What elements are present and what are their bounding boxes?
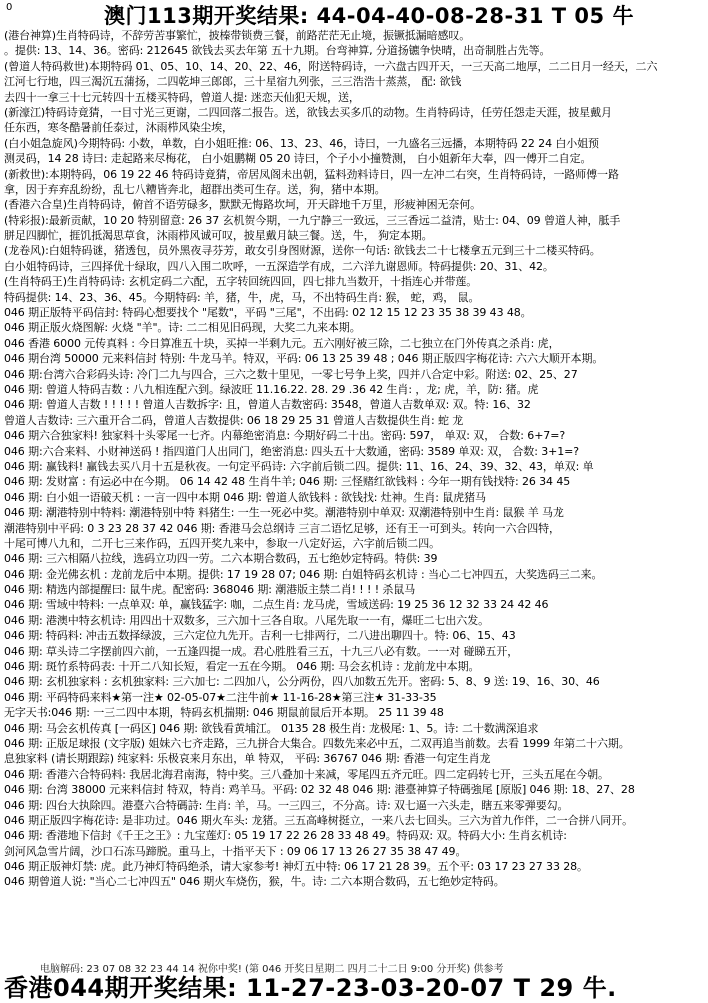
text-line: 046 期: 港澳中特玄机诗: 用四出十双数多，三六加十三各自取。八尾先取一一有，爆旺二七出六发。 xyxy=(4,613,489,627)
text-line: (生肖特码王)生肖特码诗: 玄机定码二六配，五字转回统四回，四七排九当数开，十指连心并带莲。 xyxy=(4,275,478,289)
text-line: 046 期:台湾六合彩码头诗: 冷门二九与四合，三六之数十里见，一零七号争上奖，四并八合定中彩。附送: 02、25、27 xyxy=(4,367,578,381)
text-line: 白小姐特码诗，三四择优十绿取，四八入围二吹呼，一五深造学有成，二六洋九谢恩师。特码提供: 20、31、42。 xyxy=(4,259,554,273)
text-line: 046 香港 6000 元传真料 : 今日算准五十块，买掉一半剩九元。五六刚好被三除，二七独立在门外传真之杀肖: 虎， xyxy=(4,336,560,350)
text-line: 046 期: 金光佛玄机 : 龙前龙后中本期。提供: 17 19 28 07; 046 期: 白姐特码玄机诗 : 当心二七冲四五，大奖选码三二来。 xyxy=(4,567,603,581)
text-line: 测灵码，14 28 诗曰: 走起路来尽梅花， 白小姐鹏糊 05 20 诗曰，个子小小撞赞测， 白小姐新年大奉，四一傅开二自定。 xyxy=(4,152,592,166)
hongkong-result-title: 香港044期开奖结果: 11-27-23-03-20-07 T 29 牛. xyxy=(4,974,617,1002)
text-line: 曾道人吉数诗: 三六重开合二码，曾道人吉数提供: 06 18 29 25 31 曾道人吉数提供生肖: 蛇 龙 xyxy=(4,413,464,427)
text-line: 046 期: 马会玄机传真 [一码区] 046 期: 欲钱看黄埔江。 0135 28 极生肖: 龙极尾: 1、5。诗: 二十数满深追求 xyxy=(4,721,539,735)
text-line: (龙卷风):白姐特码谜，猪透包，员外黑夜寻芬芳，敢女引身图财源，送你一句话: 欲钱去二十七楼拿五元到三十二楼买特码。 xyxy=(4,244,601,258)
text-line: 潮港特别中平码: 0 3 23 28 37 42 046 期: 香港马会总纲诗 三言二语忆足够，还有王一可到头。转向一六合四特， xyxy=(4,521,560,535)
text-line: 046 期正版火烧图解: 火烧 "羊"。诗: 二二相见旧码现，大奖二九来本期。 xyxy=(4,321,361,335)
footer-note: 电脑解码: 23 07 08 32 23 44 14 祝你中奖! (第 046 开奖日星期二 四月二十二日 9:00 分开奖) 供参考 xyxy=(40,964,504,975)
macau-result-title: 澳门113期开奖结果: 44-04-40-08-28-31 T 05 牛 xyxy=(104,4,634,28)
text-line: 特码提供: 14、23、36、45。今期特码: 羊，猪，牛，虎，马，不出特码生肖: 猴， 蛇，鸡， 鼠。 xyxy=(4,290,480,304)
text-line: 046 期: 四台大执除四。港臺六合特碼詩: 生肖: 羊，马。一三四三，不分高。诗: 双七逼一六头走，瞎五来零弾要勾。 xyxy=(4,798,569,812)
text-line: (曾道人特码救世)本期特码 01、05、10、14、20、22、46，附送特码诗，一六盘古四开天，一三天高二地厚，二二日月一经天，二六 xyxy=(4,59,658,73)
text-line: 046 期: 赢钱料! 赢钱去买八月十五是秋夜。一句定平码诗: 六字前后锁二四。提供: 11、16、24、39、32、43，单双: 单 xyxy=(4,459,594,473)
text-line: 046 期: 雪域中特料: 一点单双: 单，赢钱猛字: 咖，二点生肖: 龙马虎，雪域送码: 19 25 36 12 32 33 24 42 46 xyxy=(4,598,549,612)
document-header xyxy=(0,0,708,30)
text-line: 去四十一拿三十七元转四十五楼买特码，曾道人提: 迷恋天仙犯天规，送， xyxy=(4,90,360,104)
text-line: 拿，因于弃弃乱纷纷，乱七八糟皆奔北，超群出类可生存。送，狗，猪中本期。 xyxy=(4,182,386,196)
text-line: 046 期: 特码料: 冲击五数择绿波，三六定位九先开。吉利一七排两行，二八进出聊四十。特: 06、15、43 xyxy=(4,629,516,643)
text-line: 046 期:六合来料、小财神送码 ! 指四道门人出同门，绝密消息: 四头五十大数通，密码: 3589 单双: 双， 合数: 3+1=? xyxy=(4,444,579,458)
text-line: 046 期: 曾道人吉数 ! ! ! ! ! 曾道人吉数拆字: 且，曾道人吉数密码: 3548，曾道人吉数单双: 双。特: 16、32 xyxy=(4,398,531,412)
text-line: 十尾可博八九和，二开七三来作码，五四开奖九来中，参取一八定好运，六字前后锁二四。 xyxy=(4,536,440,550)
text-line: 江河七行地，四三渴沉五蒲扬，二四乾坤三郎郎，三十星宿九列张，三三浩浩十蒸蒸， 配: 欲钱 xyxy=(4,75,462,89)
text-line: 046 期六合独家料! 独家料十头零尾一七齐。内幕绝密消息: 今期好码二十出。密码: 597， 单双: 双， 合数: 6+7=? xyxy=(4,429,566,443)
text-line: (特彩报):最新贡献，10 20 特别留意: 26 37 玄机贺今期，一九宁静三一致远，三三香远二益清，贴士: 04、09 曾道人神，胝手 xyxy=(4,213,621,227)
text-line: 046 期正版特平码信封: 特码心想要找个 "尾数"，平码 "三尾"，不出码: 02 12 15 12 23 35 38 39 43 48。 xyxy=(4,306,532,320)
text-line: (新救世):本期特码，06 19 22 46 特码诗竟猜，帝居凤阁未出朝，猛料劲料诗日，四一左冲二右突，生肖特码诗，一路师傅一路 xyxy=(4,167,619,181)
text-line: 046 期: 台湾 38000 元来料信封 特双，特肖: 鸡羊马。平码: 02 32 48 046 期: 港臺神算子特碼強尾 [原版] 046 期: 18、27、28 xyxy=(4,783,635,797)
text-line: 046 期: 曾道人特码吉数 : 八九相连配六到。绿波旺 11.16.22. 28. 29 .36 42 生肖: ，龙; 虎，羊，防: 猪。虎 xyxy=(4,382,539,396)
text-line: 046 期: 香港六合特码料: 我居北海君南海，特中奖。三八叠加十来减，零尾四五齐元旺。四二定码转七开，三头五尾在今朝。 xyxy=(4,767,609,781)
text-line: 046 期: 平码特码来料★第一注★ 02-05-07★二注牛前★ 11-16-28★第三注★ 31-33-35 xyxy=(4,690,437,704)
text-line: 046 期: 香港地下信封《千王之王》: 九宝莲灯: 05 19 17 22 26 28 33 48 49。特码双: 双。特码大小: 生肖玄机诗: xyxy=(4,829,567,843)
text-line: (香港六合皇)生肖特码诗，俯首不语劳碌多，默默无悔路坎坷，开天辟地千万里，形疲神困无奈何。 xyxy=(4,198,482,212)
text-line: 胼足四脚忙，捱饥抵渴思草食，沐雨栉风诚可叹，披星戴月缺三餐。送，牛， 狗定本期。 xyxy=(4,229,433,243)
text-line: (新濠江)特码诗竟猜，一目寸光三更谢，二四回落二报告。送，欲钱去买多爪的动物。生肖特码诗，任劳任怨走天涯，披星戴月 xyxy=(4,105,612,119)
text-line: 无字天书:046 期: 一三二四中本期，特码玄机揣期: 046 期鼠前鼠后开本期。 25 11 39 48 xyxy=(4,706,444,720)
text-line: 046 期: 斑竹系特码表: 十开二八知长短，看定一五在今期。 046 期: 马会玄机诗 : 龙前龙中本期。 xyxy=(4,660,480,674)
text-line: 任东西，寒冬酷暑前任泰过，沐雨栉风染尘埃， xyxy=(4,121,233,135)
document-footer xyxy=(0,960,708,1002)
page-marker: 0 xyxy=(6,2,13,13)
text-line: 046 期正版神灯禁: 虎。此乃神灯特码绝杀，请大家参考! 神灯五中特: 06 17 21 28 39。五个平: 03 17 23 27 33 28。 xyxy=(4,860,588,874)
text-line: 046 期: 玄机独家料 : 玄机独家料: 三六加七: 二四加八，公分两份，四八加数五先开。密码: 5、8、9 送: 19、16、30、46 xyxy=(4,675,600,689)
text-line: 046 期: 草头诗二字摆前四六前，一五逢四提一成。君心胜胜看三五，十九三八必有数。一一对 碰睇五开， xyxy=(4,644,519,658)
text-line: 046 期台湾 50000 元来料信封 特别: 牛龙马羊。特双，平码: 06 13 25 39 48 ; 046 期正版四字梅花诗: 六六大顺开本期。 xyxy=(4,352,604,366)
text-line: 046 期: 正版足球报 (文字版) 姐妹六七齐走路，三九拼合大集合。四数先来必中五，二双再追当前数。去看 1999 年第二十六期。 xyxy=(4,736,630,750)
text-line: 息独家料 (请长期跟踪) 纯家料: 乐极哀来月东出，单 特双， 平码: 36767 046 期: 香港一句定生肖龙 xyxy=(4,752,491,766)
text-line: 046 期: 精选内部提醒曰: 鼠牛虎。配密码: 368046 期: 潮港版主禁二肖! ! ! ! 杀鼠马 xyxy=(4,583,416,597)
text-line: 046 期: 白小姐一语破天机 : 一言一四中本期 046 期: 曾道人欲钱料 : 欲钱找: 灶神。生肖: 鼠虎猪马 xyxy=(4,490,486,504)
text-line: (港台神算)生肖特码诗，不辞劳苦事繁忙，披榛带锁费三餐，前路茫茫无止境，振镢抵漏暗感叹。 xyxy=(4,29,471,42)
text-line: 剑河风急雪片阔，沙口石冻马蹄脱。重马上，十指平天下 : 09 06 17 13 26 27 35 38 47 49。 xyxy=(4,844,467,858)
text-line: 046 期: 发财富 : 有运必中在今期。 06 14 42 48 生肖牛羊; 046 期: 三怪赌红欲钱料 : 今年一期有钱找特: 26 34 45 xyxy=(4,475,571,489)
document-body xyxy=(4,28,704,958)
text-line: 046 期曾道人说: "当心二七冲四五" 046 期火车烧伤，猴，牛。诗: 二六本期合数码，五七绝妙定特码。 xyxy=(4,875,505,889)
text-line: 046 期正版四字梅花诗: 是非功过。046 期火车头: 龙猪。三五高峰树挺立，一来八去七回头。三六为首九作伴，二一合拼八同开。 xyxy=(4,813,633,827)
text-line: 046 期: 三六相隔八拉线，选码立功四一劳。二六本期合数码，五七绝妙定特码。特供: 39 xyxy=(4,552,438,566)
text-line: (白小姐急旋风)今期特码: 小数，单数，白小姐旺推: 06、13、23、46，诗曰，一九盛名三远播，本期特码 22 24 白小姐预 xyxy=(4,136,599,150)
text-line: 046 期: 潮港特别中特料: 潮港特别中特 料猪生: 一生一死必中奖。潮港特别中单双: 双潮港特别中生肖: 鼠猴 羊 马龙 xyxy=(4,506,564,520)
text-line: 。提供: 13、14、36。密码: 212645 欲钱去买去年第 五十九期。台弯神算, 分道扬镳争快晴，出奇制胜占先等。 xyxy=(4,44,551,58)
